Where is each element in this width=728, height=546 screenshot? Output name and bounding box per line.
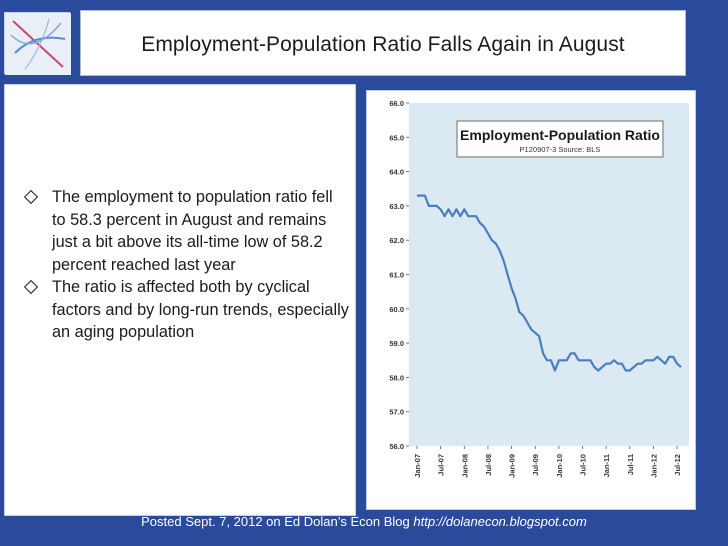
x-tick-label: Jan-07 bbox=[413, 454, 422, 478]
chart-title: Employment-Population Ratio bbox=[460, 127, 660, 143]
footer-text: Posted Sept. 7, 2012 on Ed Dolan’s Econ Blog bbox=[141, 514, 410, 529]
diamond-bullet-icon bbox=[24, 280, 38, 294]
bullet-text: The employment to population ratio fell to 58.3 percent in August and remains just a bit above its all-time low of 58.2 percent reached last year bbox=[52, 188, 333, 274]
x-tick-label: Jan-08 bbox=[460, 454, 470, 478]
x-tick-label: Jul-12 bbox=[673, 454, 683, 476]
chart-subtitle: P120907-3 Source: BLS bbox=[519, 145, 601, 154]
bullet-list bbox=[20, 186, 350, 344]
bullet-item bbox=[20, 276, 350, 344]
x-tick-label: Jul-08 bbox=[483, 454, 493, 476]
x-tick-label: Jul-10 bbox=[578, 454, 588, 476]
x-tick-label: Jul-11 bbox=[625, 454, 635, 476]
y-tick-label: 59.0 bbox=[389, 339, 404, 349]
x-tick-label: Jan-12 bbox=[649, 454, 659, 478]
y-tick-label: 60.0 bbox=[389, 304, 404, 314]
slide-title: Employment-Population Ratio Falls Again in August bbox=[141, 33, 625, 56]
y-tick-label: 61.0 bbox=[389, 270, 404, 280]
y-tick-label: 58.0 bbox=[389, 373, 404, 383]
y-tick-label: 66.0 bbox=[389, 99, 404, 108]
y-tick-label: 62.0 bbox=[389, 236, 404, 246]
footer bbox=[0, 514, 728, 529]
x-tick-label: Jan-10 bbox=[554, 454, 564, 478]
y-tick-label: 56.0 bbox=[389, 442, 404, 451]
y-tick-label: 63.0 bbox=[389, 201, 404, 211]
x-tick-label: Jan-11 bbox=[602, 454, 612, 478]
y-tick-label: 64.0 bbox=[389, 167, 404, 177]
x-tick-label: Jan-09 bbox=[507, 454, 517, 478]
x-tick-label: Jul-07 bbox=[436, 454, 446, 476]
y-tick-label: 65.0 bbox=[389, 133, 404, 143]
bullet-item bbox=[20, 186, 350, 276]
title-box bbox=[80, 10, 686, 76]
y-tick-label: 57.0 bbox=[389, 407, 404, 417]
diamond-bullet-icon bbox=[24, 190, 38, 204]
employment-ratio-chart bbox=[367, 91, 697, 511]
blog-logo bbox=[4, 12, 70, 74]
logo-graphic bbox=[5, 13, 71, 75]
chart-panel bbox=[366, 90, 696, 510]
x-tick-label: Jul-09 bbox=[531, 454, 541, 476]
footer-url[interactable]: http://dolanecon.blogspot.com bbox=[413, 514, 587, 529]
bullet-text: The ratio is affected both by cyclical factors and by long-run trends, especially an aging population bbox=[52, 278, 349, 341]
